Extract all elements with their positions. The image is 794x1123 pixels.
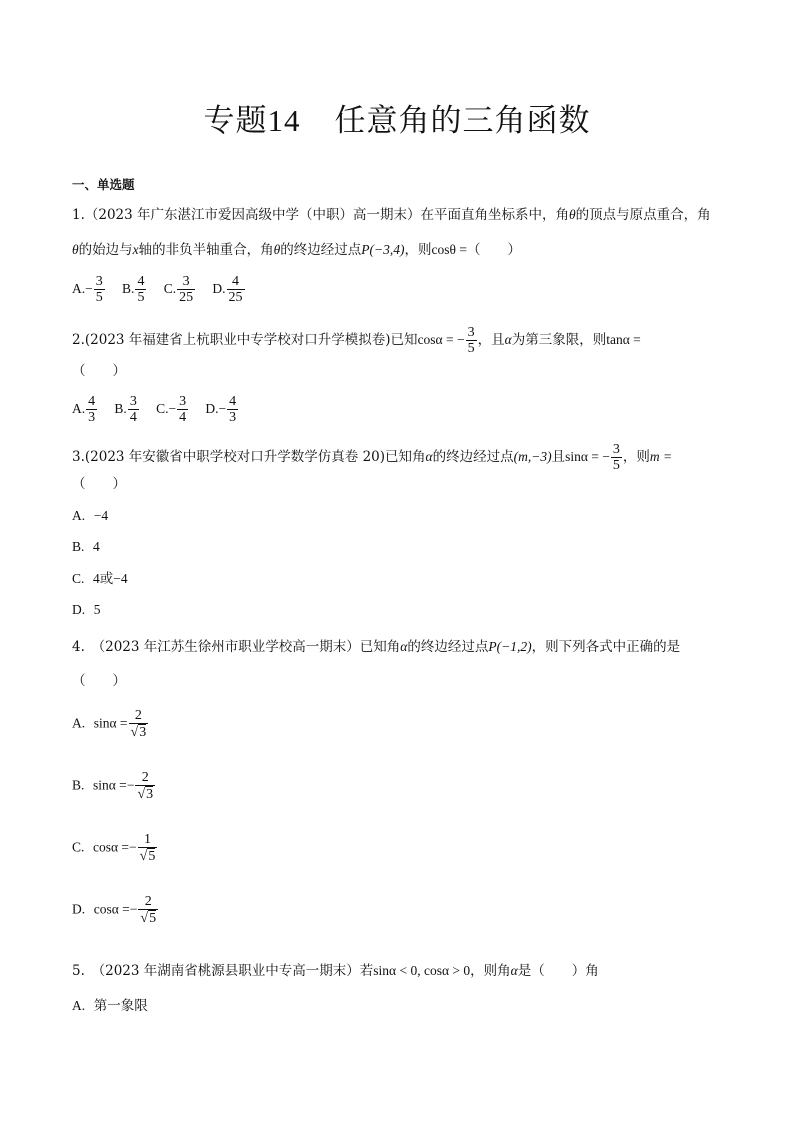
- q3-paren: （ ）: [72, 476, 126, 492]
- q3-option-a: A. −4: [72, 508, 109, 523]
- q2-paren: （ ）: [72, 363, 126, 379]
- title-text: 任意角的三角函数: [334, 103, 591, 139]
- q2-option-b: B. $\frac{3}{4}$: [114, 394, 137, 425]
- title-prefix: 专题: [203, 103, 268, 139]
- q4-paren: （ ）: [72, 673, 126, 689]
- q3-option-d: D. 5: [72, 602, 101, 617]
- q5-line1: 5. （2023 年湖南省桃源县职业中专高一期末）若sinα < 0, cosα > 0，则角α是（ ）角: [72, 963, 599, 979]
- q1-option-c: C. $\frac{3}{25}$: [163, 274, 194, 305]
- q2-option-d: D.− $\frac{4}{3}$: [205, 394, 237, 425]
- q2-options: [72, 394, 251, 425]
- q1-option-a: A.− $\frac{3}{5}$: [72, 274, 103, 305]
- q2-option-a: A. $\frac{4}{3}$: [72, 394, 96, 425]
- q4-option-d: D. cosα =− $\frac{2}{√5}$: [72, 894, 157, 926]
- q1-option-d: D. $\frac{4}{25}$: [212, 274, 243, 305]
- q1-option-b: B. $\frac{4}{5}$: [122, 274, 145, 305]
- q1-line1: 1.（2023 年广东湛江市爱因高级中学（中职）高一期末）在平面直角坐标系中，角θ的顶点与原点重合，角: [72, 207, 711, 223]
- page-title: [0, 95, 794, 140]
- section-heading: 一、单选题: [72, 177, 135, 192]
- q2-line1: 2.(2023 年福建省上杭职业中专学校对口升学模拟卷)已知cosα = − $\frac{3}{5}$ ，且α为第三象限，则tanα =: [72, 325, 641, 356]
- q1-line2: θ的始边与x轴的非负半轴重合，角θ的终边经过点P(−3,4)，则cosθ =（ ）: [72, 242, 521, 258]
- q4-option-a: A. sinα = $\frac{2}{√3}$: [72, 708, 147, 740]
- q3-option-c: C. 4或−4: [72, 571, 128, 586]
- q1-options: [72, 274, 258, 305]
- q4-option-c: C. cosα =− $\frac{1}{√5}$: [72, 832, 156, 864]
- q3-line1: 3.(2023 年安徽省中职学校对口升学数学仿真卷 20)已知角α的终边经过点(m,−3)且sinα = − $\frac{3}{5}$ ，则m =: [72, 442, 673, 473]
- q5-option-a: A. 第一象限: [72, 998, 148, 1014]
- q2-option-c: C.− $\frac{3}{4}$: [156, 394, 187, 425]
- title-number: 14: [267, 103, 301, 138]
- q4-option-b: B. sinα =− $\frac{2}{√3}$: [72, 770, 154, 802]
- q4-line1: 4. （2023 年江苏生徐州市职业学校高一期末）已知角α的终边经过点P(−1,2)，则下列各式中正确的是: [72, 639, 681, 655]
- q3-option-b: B. 4: [72, 539, 100, 554]
